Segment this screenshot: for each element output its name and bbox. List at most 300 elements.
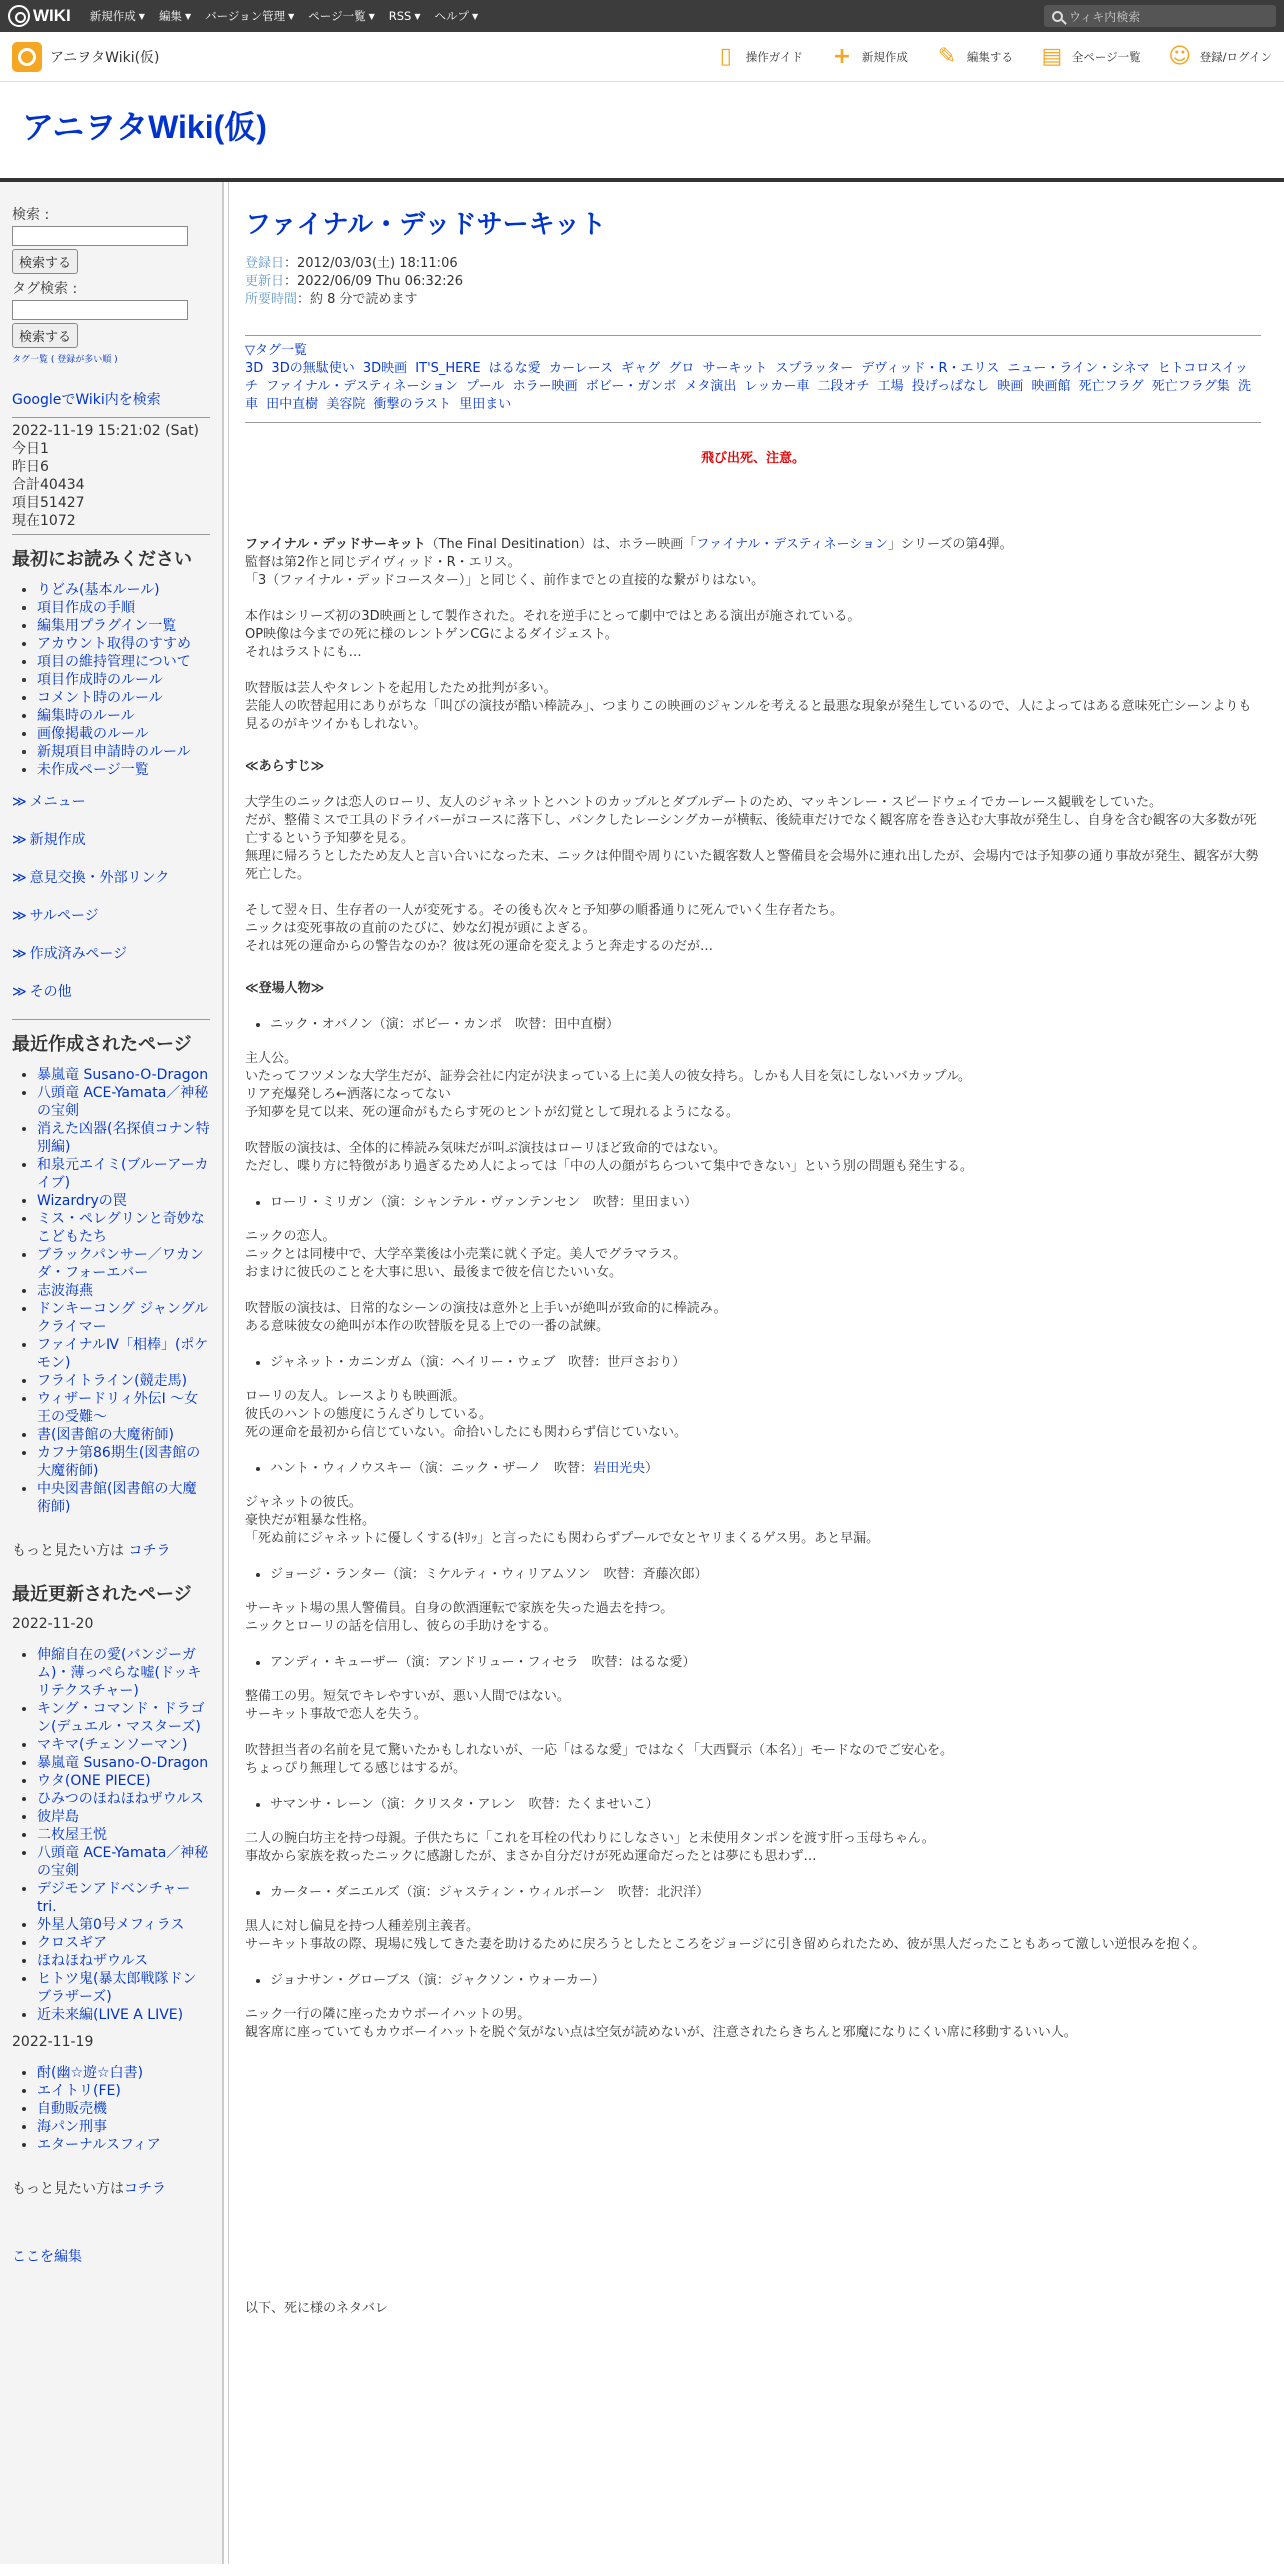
list-item [37, 1772, 210, 1790]
search-icon [1052, 11, 1063, 22]
page-link[interactable]: ドンキーコング ジャングルクライマー [37, 1301, 209, 1335]
cast-heading: ≪登場人物≫ [245, 981, 325, 996]
tag-link[interactable]: メタ演出 [684, 379, 737, 394]
text-line: 本作はシリーズ初の3D映画として製作された。それを逆手にとって劇中ではとある演出が施されている。 [245, 609, 861, 624]
text-line: ハント・ウィノウスキー（演：ニック・ザーノ 吹替： [270, 1461, 594, 1476]
paragraph [245, 2006, 1261, 2042]
site-header [0, 82, 1284, 182]
text-line: ニックは変死事故の直前のたびに、妙な幻視が頭によぎる。 [245, 921, 596, 936]
read-first-link[interactable]: アカウント取得のすすめ [37, 636, 191, 652]
list-item [37, 617, 210, 635]
page-link[interactable]: 外星人第0号メフィラス [37, 1917, 185, 1933]
section-label: 新規作成 [29, 832, 86, 848]
text-line: OP映像は今までの死に様のレントゲンCGによるダイジェスト。 [245, 627, 618, 642]
page-link[interactable]: 八頭竜 ACE-Yamata／神秘の宝剣 [37, 1085, 209, 1119]
tag-list [245, 335, 1261, 423]
menu-label: 新規作成 [89, 9, 136, 23]
text-line: いたってフツメンな大学生だが、証券会社に内定が決まっている上に美人の彼女持ち。しかも人目を気にしないバカップル。 [245, 1069, 972, 1084]
chevron-right-icon: ≫ [12, 984, 27, 1000]
plus-icon: + [832, 44, 852, 69]
list-item [37, 1084, 210, 1120]
more-created [12, 1540, 210, 1560]
read-first-link[interactable]: 画像掲載のルール [37, 726, 149, 742]
section-other[interactable] [12, 981, 210, 1001]
site-bar [0, 32, 1284, 82]
page-link[interactable]: 志波海燕 [37, 1283, 93, 1299]
text-line: 「死ぬ前にジャネットに優しくする(ｷﾘｯ」と言ったにも関わらずプールで女とヤリまくるゲス男。あと早漏。 [245, 1531, 880, 1546]
action-label: 編集する [966, 49, 1013, 64]
site-title-link[interactable]: アニヲタWiki(仮) [22, 109, 267, 145]
chevron-right-icon: ≫ [12, 908, 27, 924]
list-item [37, 653, 210, 671]
tag-toggle[interactable]: ▽タグ一覧 [245, 343, 307, 358]
text-line: ） [645, 1461, 659, 1476]
text-line: だが、整備ミスで工具のドライバーがコースに落下し、パンクしたレーシングカーが横転、後続車だけでなく観客席を巻き込む大事故が発生し、自身を含む観客の大多数が死亡するという予知夢を見る。 [245, 813, 1257, 846]
tag-link[interactable]: はるな愛 [488, 361, 541, 376]
tag-link[interactable]: 映画館 [1031, 379, 1071, 394]
section-label: その他 [29, 984, 72, 1000]
text-line: 無理に帰ろうとしたため友人と言い合いになった末、ニックは仲間や周りにいた観客数人と警備員を会場外に連れ出したが、会場内では予知夢の通り事故が発生、観客が大勢死亡した。 [245, 849, 1259, 882]
divider [12, 534, 210, 535]
divider [12, 417, 210, 418]
tag-link[interactable]: ニュー・ライン・シネマ [1007, 361, 1150, 376]
menu-new[interactable] [90, 8, 145, 24]
list-item [37, 1916, 210, 1934]
list-item [37, 1480, 210, 1516]
action-label: 新規作成 [861, 49, 908, 64]
page-link[interactable]: ほねほねザウルス [37, 1953, 149, 1969]
text-line: 芸能人の吹替起用にありがちな「叫びの演技が酷い棒読み」、つまりこの映画のジャンルを考えると最悪な現象が発生しているので、人によってはある意味死亡シーンよりも見るのがキツイかもしれない。 [245, 699, 1252, 732]
text-line: ちょっぴり無理してる感じはするが。 [245, 1761, 467, 1776]
more-label: もっと見たい方は [12, 1543, 124, 1559]
list-item [37, 725, 210, 743]
tag-link[interactable]: 映画 [997, 379, 1024, 394]
page-link[interactable]: ミス・ペレグリンと奇妙なこどもたち [37, 1211, 205, 1245]
text-line: 吹替版の演技は、全体的に棒読み気味だが叫ぶ演技はローリほど致命的ではない。 [245, 1141, 727, 1156]
google-search-link[interactable]: GoogleでWiki内を検索 [12, 392, 161, 408]
tag-link[interactable]: ボビー・ガンボ [585, 379, 677, 394]
chevron-right-icon: ≫ [12, 794, 27, 810]
text-line: ただし、喋り方に特徴があり過ぎるため人によっては「中の人の顔がちらついて集中できない」という別の問題も発生する。 [245, 1159, 973, 1174]
more-updated [12, 2178, 210, 2198]
menu-help[interactable] [434, 8, 478, 24]
text-line: それはラストにも… [245, 645, 362, 660]
tag-link[interactable]: 死亡フラグ [1078, 379, 1144, 394]
page-link[interactable]: Wizardryの罠 [37, 1193, 127, 1209]
page-link[interactable]: 自動販売機 [37, 2101, 107, 2117]
tag-link[interactable]: 洗車 [245, 379, 1251, 412]
page-link[interactable]: 八頭竜 ACE-Yamata／神秘の宝剣 [37, 1845, 209, 1879]
list-item [37, 1754, 210, 1772]
paragraph [245, 1688, 1261, 1724]
text-line: 吹替版の演技は、日常的なシーンの演技は意外と上手いが絶叫が致命的に棒読み。 [245, 1301, 727, 1316]
page-link[interactable]: ひみつのほねほねザウルス [37, 1791, 204, 1807]
text-line: 死の運命を最初から信じていない。命拾いしたにも関わらず信じていない。 [245, 1425, 688, 1440]
tag-link[interactable]: 田中直樹 [266, 397, 319, 412]
action-label: 操作ガイド [745, 49, 803, 64]
page-link[interactable]: ヒトツ鬼(暴太郎戦隊ドンブラザーズ) [37, 1971, 197, 2005]
counter-total: 合計40434 [12, 477, 85, 493]
text-line: それは死の運命からの警告なのか？彼は死の運命を変えようと奔走するのだが… [245, 939, 714, 954]
text-line: 「3（ファイナル・デッドコースター）」と同じく、前作までとの直接的な繋がりはない。 [245, 573, 765, 588]
list-item [37, 1336, 210, 1372]
list-item [37, 1880, 210, 1916]
menu-version[interactable] [205, 8, 294, 24]
tag-link[interactable]: 衝撃のラスト [373, 397, 452, 412]
text-line: サーキット場の黒人警備員。自身の飲酒運転で家族を失った過去を持つ。 [245, 1601, 674, 1616]
login-button[interactable] [1169, 46, 1272, 68]
recent-updated-list-2 [12, 2064, 210, 2154]
list-item [37, 1808, 210, 1826]
menu-label: ページ一覧 [308, 9, 366, 23]
meta-read-time: ：約 8 分で読めます [297, 292, 418, 307]
menu-label: RSS [388, 9, 412, 23]
section-label: サルページ [29, 908, 99, 924]
page-link[interactable]: 消えた凶器(名探偵コナン特別編) [37, 1121, 210, 1155]
tag-link[interactable]: 二段オチ [817, 379, 870, 394]
text-line: 二人の腕白坊主を持つ母親。子供たちに「これを耳栓の代わりにしなさい」と未使用タンポンを渡す肝っ玉母ちゃん。 [245, 1831, 935, 1846]
tag-link[interactable]: 美容院 [326, 397, 366, 412]
paragraph [245, 1388, 1261, 1442]
intro-text: （The Final Desitination）は、ホラー映画「 [425, 537, 697, 552]
paragraph [245, 1300, 1261, 1336]
character-entry: • カーター・ダニエルズ（演：ジャスティン・ウィルボーン 吹替：北沢洋） [270, 1884, 1261, 1902]
read-first-link[interactable]: 編集時のルール [37, 708, 135, 724]
list-item [37, 1282, 210, 1300]
read-first-link[interactable]: コメント時のルール [37, 690, 163, 706]
counter-today: 今日1 [12, 441, 49, 457]
tag-link[interactable]: ファイナル・デスティネーション [266, 379, 458, 394]
list-item [37, 1210, 210, 1246]
list-item [37, 743, 210, 761]
sidebar-search-input[interactable] [12, 226, 188, 246]
menu-label: ヘルプ [434, 9, 469, 23]
read-first-link[interactable]: 項目作成の手順 [37, 600, 135, 616]
text-line: ニックとは同棲中で、大学卒業後は小売業に就く予定。美人でグラマラス。 [245, 1247, 687, 1262]
site-link[interactable] [12, 42, 160, 72]
list-item [37, 1300, 210, 1336]
page-link[interactable]: 伸縮自在の愛(バンジーガム)・薄っぺらな嘘(ドッキリテクスチャー) [37, 1647, 202, 1699]
text-line: ある意味彼女の絶叫が本作の吹替版を見る上での一番の試練。 [245, 1319, 610, 1334]
pencil-icon: ✎ [937, 44, 957, 69]
more-created-link[interactable]: コチラ [128, 1543, 171, 1559]
list-item [37, 1390, 210, 1426]
text-line: 大学生のニックは恋人のローリ、友人のジャネットとハントのカップルとダブルデートのため、マッキンレー・スピードウェイでカーレース観戦をしていた。 [245, 795, 1162, 810]
series-link[interactable]: ファイナル・デスティネーション [696, 537, 888, 552]
page-link[interactable]: ウィザードリィ外伝I ～女王の受難～ [37, 1391, 199, 1425]
tag-link[interactable]: 3D [245, 361, 264, 376]
spoiler-note: 以下、死に様のネタバレ [245, 2301, 388, 2316]
page-link[interactable]: キング・コマンド・ドラゴン(デュエル・マスターズ) [37, 1701, 205, 1735]
page-link[interactable]: 和泉元エイミ(ブルーアーカイブ) [37, 1157, 209, 1191]
menu-label: バージョン管理 [205, 9, 286, 23]
list-item [37, 1120, 210, 1156]
list-item [37, 1156, 210, 1192]
meta-key: 登録日 [245, 256, 285, 271]
paragraph [245, 794, 1261, 884]
section-label: 作成済みページ [29, 946, 128, 962]
read-first-link[interactable]: 項目の維持管理について [37, 654, 191, 670]
page-link[interactable]: カフナ第86期生(図書館の大魔術師) [37, 1445, 201, 1479]
recent-updated-title: 最近更新されたページ [12, 1584, 192, 1605]
text-line: 吹替担当者の名前を見て驚いたかもしれないが、一応「はるな愛」ではなく「大西賢示（本名）」モードなのでご安心を。 [245, 1743, 953, 1758]
meta-key: 所要時間 [245, 292, 298, 307]
sidebar [0, 182, 224, 2564]
caret-down-icon: ▼ [184, 11, 192, 21]
paragraph [245, 1600, 1261, 1636]
tag-search-label: タグ検索 : [12, 281, 78, 297]
tag-link[interactable]: ヒトコロスイッチ [245, 361, 1248, 394]
page-link[interactable]: 彼岸島 [37, 1809, 79, 1825]
intro-tail: 」シリーズの第4弾。 [887, 537, 1013, 552]
read-first-title: 最初にお読みください [12, 549, 192, 570]
more-updated-link[interactable]: コチラ [124, 2181, 166, 2197]
character-entry [270, 1460, 1261, 1478]
tag-link[interactable]: 投げっぱなし [911, 379, 990, 394]
more-label: もっと見たい方は [12, 2181, 124, 2197]
page-meta [245, 255, 1261, 309]
page-link[interactable]: エイトリ(FE) [37, 2083, 121, 2099]
list-item [37, 1700, 210, 1736]
tag-link[interactable]: 里田まい [459, 397, 512, 412]
paragraph [245, 1494, 1261, 1548]
page-link[interactable]: マキマ(チェンソーマン) [37, 1737, 188, 1753]
section-new[interactable] [12, 829, 210, 849]
list-item [37, 1790, 210, 1808]
list-item [37, 635, 210, 653]
counter-online: 現在1072 [12, 513, 76, 529]
text-line: 吹替版は芸人やタレントを起用したため批判が多い。 [245, 681, 557, 696]
list-item [37, 2118, 210, 2136]
text-line: リア充爆発しろ←洒落になってない [245, 1087, 451, 1102]
list-item [37, 581, 210, 599]
tag-link[interactable]: 3D映画 [362, 361, 408, 376]
list-item [37, 1246, 210, 1282]
list-item [37, 1970, 210, 2006]
tag-link[interactable]: サーキット [702, 361, 768, 376]
counter-items: 項目51427 [12, 495, 85, 511]
read-first-link[interactable]: 新規項目申請時のルール [37, 744, 191, 760]
tag-link[interactable]: グロ [668, 361, 695, 376]
character-entry: • ジョナサン・グローブス（演：ジャクソン・ウォーカー） [270, 1972, 1261, 1990]
list-item [37, 2136, 210, 2154]
action-label: 登録/ログイン [1199, 49, 1272, 64]
site-badge-icon [12, 42, 42, 72]
sidebar-search-button[interactable]: 検索する [12, 249, 78, 274]
list-item [37, 1192, 210, 1210]
section-menu[interactable] [12, 791, 210, 811]
page-link[interactable]: ウタ(ONE PIECE) [37, 1773, 151, 1789]
read-first-link[interactable]: 項目作成時のルール [37, 672, 163, 688]
text-line: ジャネットの彼氏。 [245, 1495, 362, 1510]
read-first-link[interactable]: りどみ(基本ルール) [37, 582, 160, 598]
intro-bold: ファイナル・デッドサーキット [245, 537, 426, 552]
list-item [37, 689, 210, 707]
read-first-list [12, 581, 210, 779]
tag-link[interactable]: ホラー映画 [512, 379, 578, 394]
tag-link[interactable]: 工場 [877, 379, 904, 394]
wiki-search-input[interactable] [1044, 5, 1276, 27]
tag-link[interactable]: カーレース [548, 361, 614, 376]
intro-paragraph [245, 536, 1261, 590]
page-link[interactable]: ブラックパンサー／ワカンダ・フォーエバー [37, 1247, 204, 1281]
text-line: 整備工の男。短気でキレやすいが、悪い人間ではない。 [245, 1689, 570, 1704]
guide-icon: ▯ [719, 44, 732, 69]
tag-list-link[interactable]: タグ一覧 ( 登録が多い順 ) [12, 355, 118, 365]
paragraph [245, 1050, 1261, 1122]
text-line: 彼氏のハントの態度にうんざりしている。 [245, 1407, 493, 1422]
search-label: 検索 : [12, 207, 50, 223]
list-item [37, 2100, 210, 2118]
page-link[interactable]: 酎(幽☆遊☆白書) [37, 2065, 144, 2081]
recent-created-title: 最近作成されたページ [12, 1034, 192, 1055]
recent-created-list [12, 1066, 210, 1516]
tag-link[interactable]: IT'S_HERE [415, 361, 481, 376]
text-line: ニックとローリの話を信用し、彼らの手助けをする。 [245, 1619, 557, 1634]
page-link[interactable]: 暴嵐竜 Susano-O-Dragon [37, 1067, 209, 1083]
menu-rss[interactable] [389, 9, 421, 23]
page-link[interactable]: デジモンアドベンチャー tri. [37, 1881, 191, 1915]
list-item [37, 599, 210, 617]
text-line: サーキット事故の際、現場に残してきた妻を助けるために戻ろうとしたところをジョージに引き留められたため、彼が黒人だったこともあって激しい逆恨みを抱く。 [245, 1937, 1206, 1952]
section-created[interactable] [12, 943, 210, 963]
page-link[interactable]: 近未来編(LIVE A LIVE) [37, 2007, 184, 2023]
character-entry: • ジャネット・カニンガム（演：ヘイリー・ウェブ 吹替：世戸さおり） [270, 1354, 1261, 1372]
tag-link[interactable]: デヴィッド・R・エリス [861, 361, 1000, 376]
page-link[interactable]: 書(図書館の大魔術師) [37, 1427, 174, 1443]
tag-link[interactable]: 死亡フラグ集 [1151, 379, 1230, 394]
update-date: 2022-11-20 [12, 1616, 94, 1632]
site-name: アニヲタWiki(仮) [50, 49, 160, 66]
tag-link[interactable]: プール [466, 379, 505, 394]
text-line: ニックの恋人。 [245, 1229, 336, 1244]
read-first-link[interactable]: 未作成ページ一覧 [37, 762, 149, 778]
search-placeholder: ウィキ内検索 [1069, 9, 1141, 24]
text-line: 黒人に対し偏見を持つ人種差別主義者。 [245, 1919, 480, 1934]
spacer [245, 2060, 1261, 2300]
paragraph [245, 680, 1261, 734]
list-item [37, 1646, 210, 1700]
edit-sidebar-link[interactable]: ここを編集 [12, 2249, 82, 2265]
list-item [37, 2006, 210, 2024]
tag-link[interactable]: 3Dの無駄使い [271, 361, 355, 376]
meta-registered: ：2012/03/03(土) 18:11:06 [284, 256, 458, 271]
text-line: サーキット事故で恋人を失う。 [245, 1707, 427, 1722]
wiki-logo[interactable] [8, 5, 71, 27]
paragraph [245, 1830, 1261, 1866]
section-links[interactable] [12, 867, 210, 887]
list-item [37, 1844, 210, 1880]
voice-actor-link[interactable]: 岩田光央 [593, 1461, 646, 1476]
paragraph [245, 902, 1261, 956]
section-label: メニュー [29, 794, 86, 810]
character-entry: • ジョージ・ランター（演：ミケルティ・ウィリアムソン 吹替：斉藤次郎） [270, 1566, 1261, 1584]
at-logo-icon [8, 5, 30, 27]
page-link[interactable]: ファイナルⅣ「相棒」(ポケモン) [37, 1337, 209, 1371]
read-first-link[interactable]: 編集用プラグイン一覧 [37, 618, 177, 634]
list-item [37, 1736, 210, 1754]
page-link[interactable]: 海パン刑事 [37, 2119, 107, 2135]
list-item [37, 1066, 210, 1084]
page-title[interactable]: ファイナル・デッドサーキット [245, 209, 607, 239]
text-line: 監督は第2作と同じデイヴィッド・R・エリス。 [245, 555, 521, 570]
synopsis-heading: ≪あらすじ≫ [245, 759, 325, 774]
paragraph [245, 608, 1261, 662]
meta-key: 更新日 [245, 274, 285, 289]
paragraph [245, 1140, 1261, 1176]
counter-datetime: 2022-11-19 15:21:02 (Sat) [12, 423, 200, 439]
paragraph [245, 1742, 1261, 1778]
chevron-right-icon: ≫ [12, 870, 27, 886]
text-line: 豪快だが粗暴な性格。 [245, 1513, 376, 1528]
text-line: 観客席に座っていてもカウボーイハットを脱ぐ気がない点は空気が読めないが、注意されたらきちんと邪魔になりにくい席に移動するいい人。 [245, 2025, 1077, 2040]
tag-link[interactable]: スプラッター [775, 361, 854, 376]
top-menubar [0, 0, 1284, 32]
menu-pages[interactable] [308, 8, 374, 24]
tag-search-button[interactable]: 検索する [12, 323, 78, 348]
character-entry: • アンディ・キューザー（演：アンドリュー・フィセラ 吹替：はるな愛） [270, 1654, 1261, 1672]
page-link[interactable]: フライトライン(競走馬) [37, 1373, 188, 1389]
character-entry: • ニック・オバノン（演：ボビー・カンポ 吹替：田中直樹） [270, 1016, 1261, 1034]
paragraph [245, 1228, 1261, 1282]
page-link[interactable]: 暴嵐竜 Susano-O-Dragon [37, 1755, 209, 1771]
section-label: 意見交換・外部リンク [29, 870, 170, 886]
edit-button[interactable] [936, 46, 1013, 68]
caret-down-icon: ▼ [368, 11, 375, 21]
menu-label: 編集 [158, 9, 182, 23]
new-page-button[interactable] [831, 46, 908, 68]
text-line: おまけに彼氏のことを大事に思い、最後まで彼を信じたいい女。 [245, 1265, 623, 1280]
access-counter [12, 422, 210, 530]
pages-icon: ▤ [1041, 44, 1063, 69]
list-item [37, 1934, 210, 1952]
list-item [37, 2082, 210, 2100]
page-link[interactable]: エターナルスフィア [37, 2137, 161, 2153]
text-line: そして翌々日、生存者の一人が変死する。その後も次々と予知夢の順番通りに死んでいく生存者たち。 [245, 903, 844, 918]
counter-yesterday: 昨日6 [12, 459, 49, 475]
page-link[interactable]: 二枚屋王悦 [37, 1827, 107, 1843]
list-item [37, 1952, 210, 1970]
list-item [37, 671, 210, 689]
list-item [37, 1426, 210, 1444]
page-link[interactable]: 中央図書館(図書館の大魔術師) [37, 1481, 197, 1515]
page-link[interactable]: クロスギア [37, 1935, 107, 1951]
list-item [37, 1826, 210, 1844]
menu-edit[interactable] [159, 8, 191, 24]
action-label: 全ページ一覧 [1071, 49, 1141, 64]
tag-link[interactable]: ギャグ [621, 361, 661, 376]
meta-updated: ：2022/06/09 Thu 06:32:26 [284, 274, 464, 289]
tag-link[interactable]: レッカー車 [744, 379, 810, 394]
recent-updated-list [12, 1646, 210, 2024]
chevron-right-icon: ≫ [12, 832, 27, 848]
character-entry: • ローリ・ミリガン（演：シャンテル・ヴァンテンセン 吹替：里田まい） [270, 1194, 1261, 1212]
list-item [37, 1444, 210, 1480]
text-line: ローリの友人。レースよりも映画派。 [245, 1389, 466, 1404]
tag-search-input[interactable] [12, 300, 188, 320]
list-item [37, 1372, 210, 1390]
character-entry: • サマンサ・レーン（演：クリスタ・アレン 吹替：たくませいこ） [270, 1796, 1261, 1814]
all-pages-button[interactable] [1041, 46, 1141, 68]
caret-down-icon: ▼ [138, 11, 145, 21]
section-salvage[interactable] [12, 905, 210, 925]
guide-button[interactable] [715, 46, 803, 68]
text-line: ニック一行の隣に座ったカウボーイハットの男。 [245, 2007, 531, 2022]
list-item [37, 761, 210, 779]
user-add-icon: ☺ [1168, 44, 1192, 69]
list-item [37, 2064, 210, 2082]
text-line: 主人公。 [245, 1051, 298, 1066]
